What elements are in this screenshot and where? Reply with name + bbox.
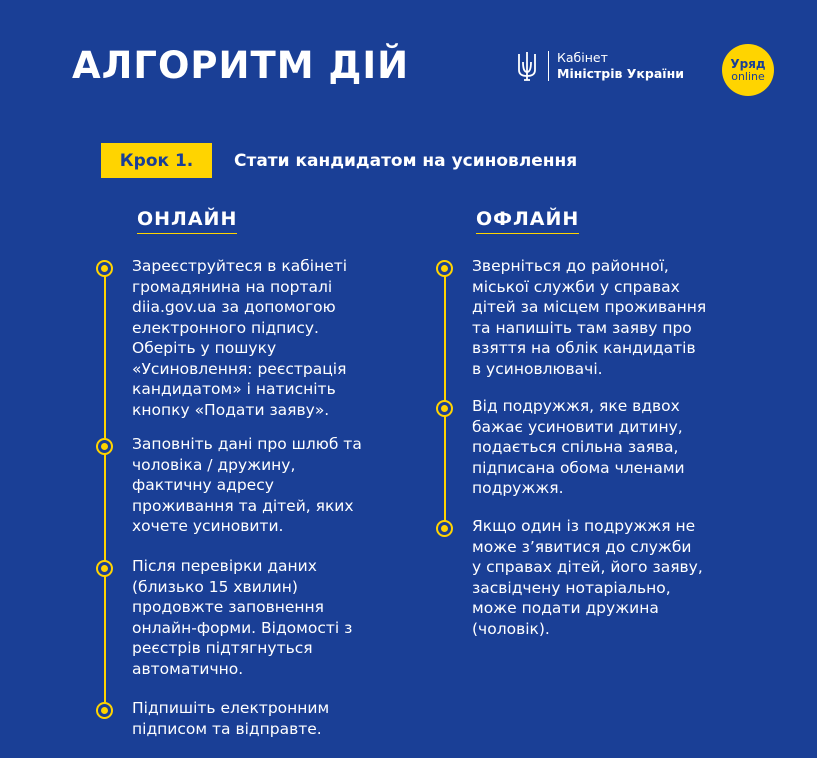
bullet-icon <box>436 520 453 537</box>
online-timeline-line <box>104 266 106 709</box>
logo-divider <box>548 51 549 81</box>
step-badge: Крок 1. <box>101 143 212 178</box>
cabinet-line1: Кабінет <box>557 50 608 65</box>
offline-step-text: Якщо один із подружжя не може з’явитися до служби у справах дітей, його заяву, засвідчену нотаріально, може подати дружина (чоловік). <box>472 517 703 638</box>
online-step-text: Підпишіть електронним підписом та відправте. <box>132 699 330 738</box>
cabinet-name <box>557 50 684 82</box>
offline-heading: ОФЛАЙН <box>476 208 579 234</box>
step-title: Стати кандидатом на усиновлення <box>234 150 578 171</box>
bullet-icon <box>436 260 453 277</box>
uryad-line2: online <box>731 69 765 83</box>
bullet-icon <box>96 702 113 719</box>
offline-step-text: Від подружжя, яке вдвох бажає усиновити дитину, подається спільна заява, підписана обома членами подружжя. <box>472 397 685 497</box>
online-step-text: Заповніть дані про шлюб та чоловіка / дружину, фактичну адресу проживання та дітей, яких хочете усиновити. <box>132 435 362 535</box>
trident-icon <box>516 50 538 82</box>
offline-timeline-line <box>444 266 446 524</box>
bullet-icon <box>436 400 453 417</box>
page-title: АЛГОРИТМ ДІЙ <box>72 44 410 87</box>
step-header <box>101 143 577 178</box>
online-step-text: Зареєструйтеся в кабінеті громадянина на порталі diia.gov.ua за допомогою електронного підпису. Оберіть у пошуку «Усиновлення: реєстрація кандидатом» і натисніть кнопку «Подати заяву». <box>132 257 348 419</box>
online-step-text: Після перевірки даних (близько 15 хвилин) продовжте заповнення онлайн-форми. Відомості з реєстрів підтягнуться автоматично. <box>132 557 353 678</box>
uryad-line1: Уряд <box>730 56 766 71</box>
bullet-icon <box>96 260 113 277</box>
uryad-online-logo <box>722 44 774 96</box>
cabinet-logo <box>516 50 684 82</box>
bullet-icon <box>96 438 113 455</box>
cabinet-line2: Міністрів України <box>557 66 684 81</box>
bullet-icon <box>96 560 113 577</box>
offline-step-text: Зверніться до районної, міської служби у справах дітей за місцем проживання та напишіть там заяву про взяття на облік кандидатів в усиновлювачі. <box>472 257 707 378</box>
online-heading: ОНЛАЙН <box>137 208 237 234</box>
